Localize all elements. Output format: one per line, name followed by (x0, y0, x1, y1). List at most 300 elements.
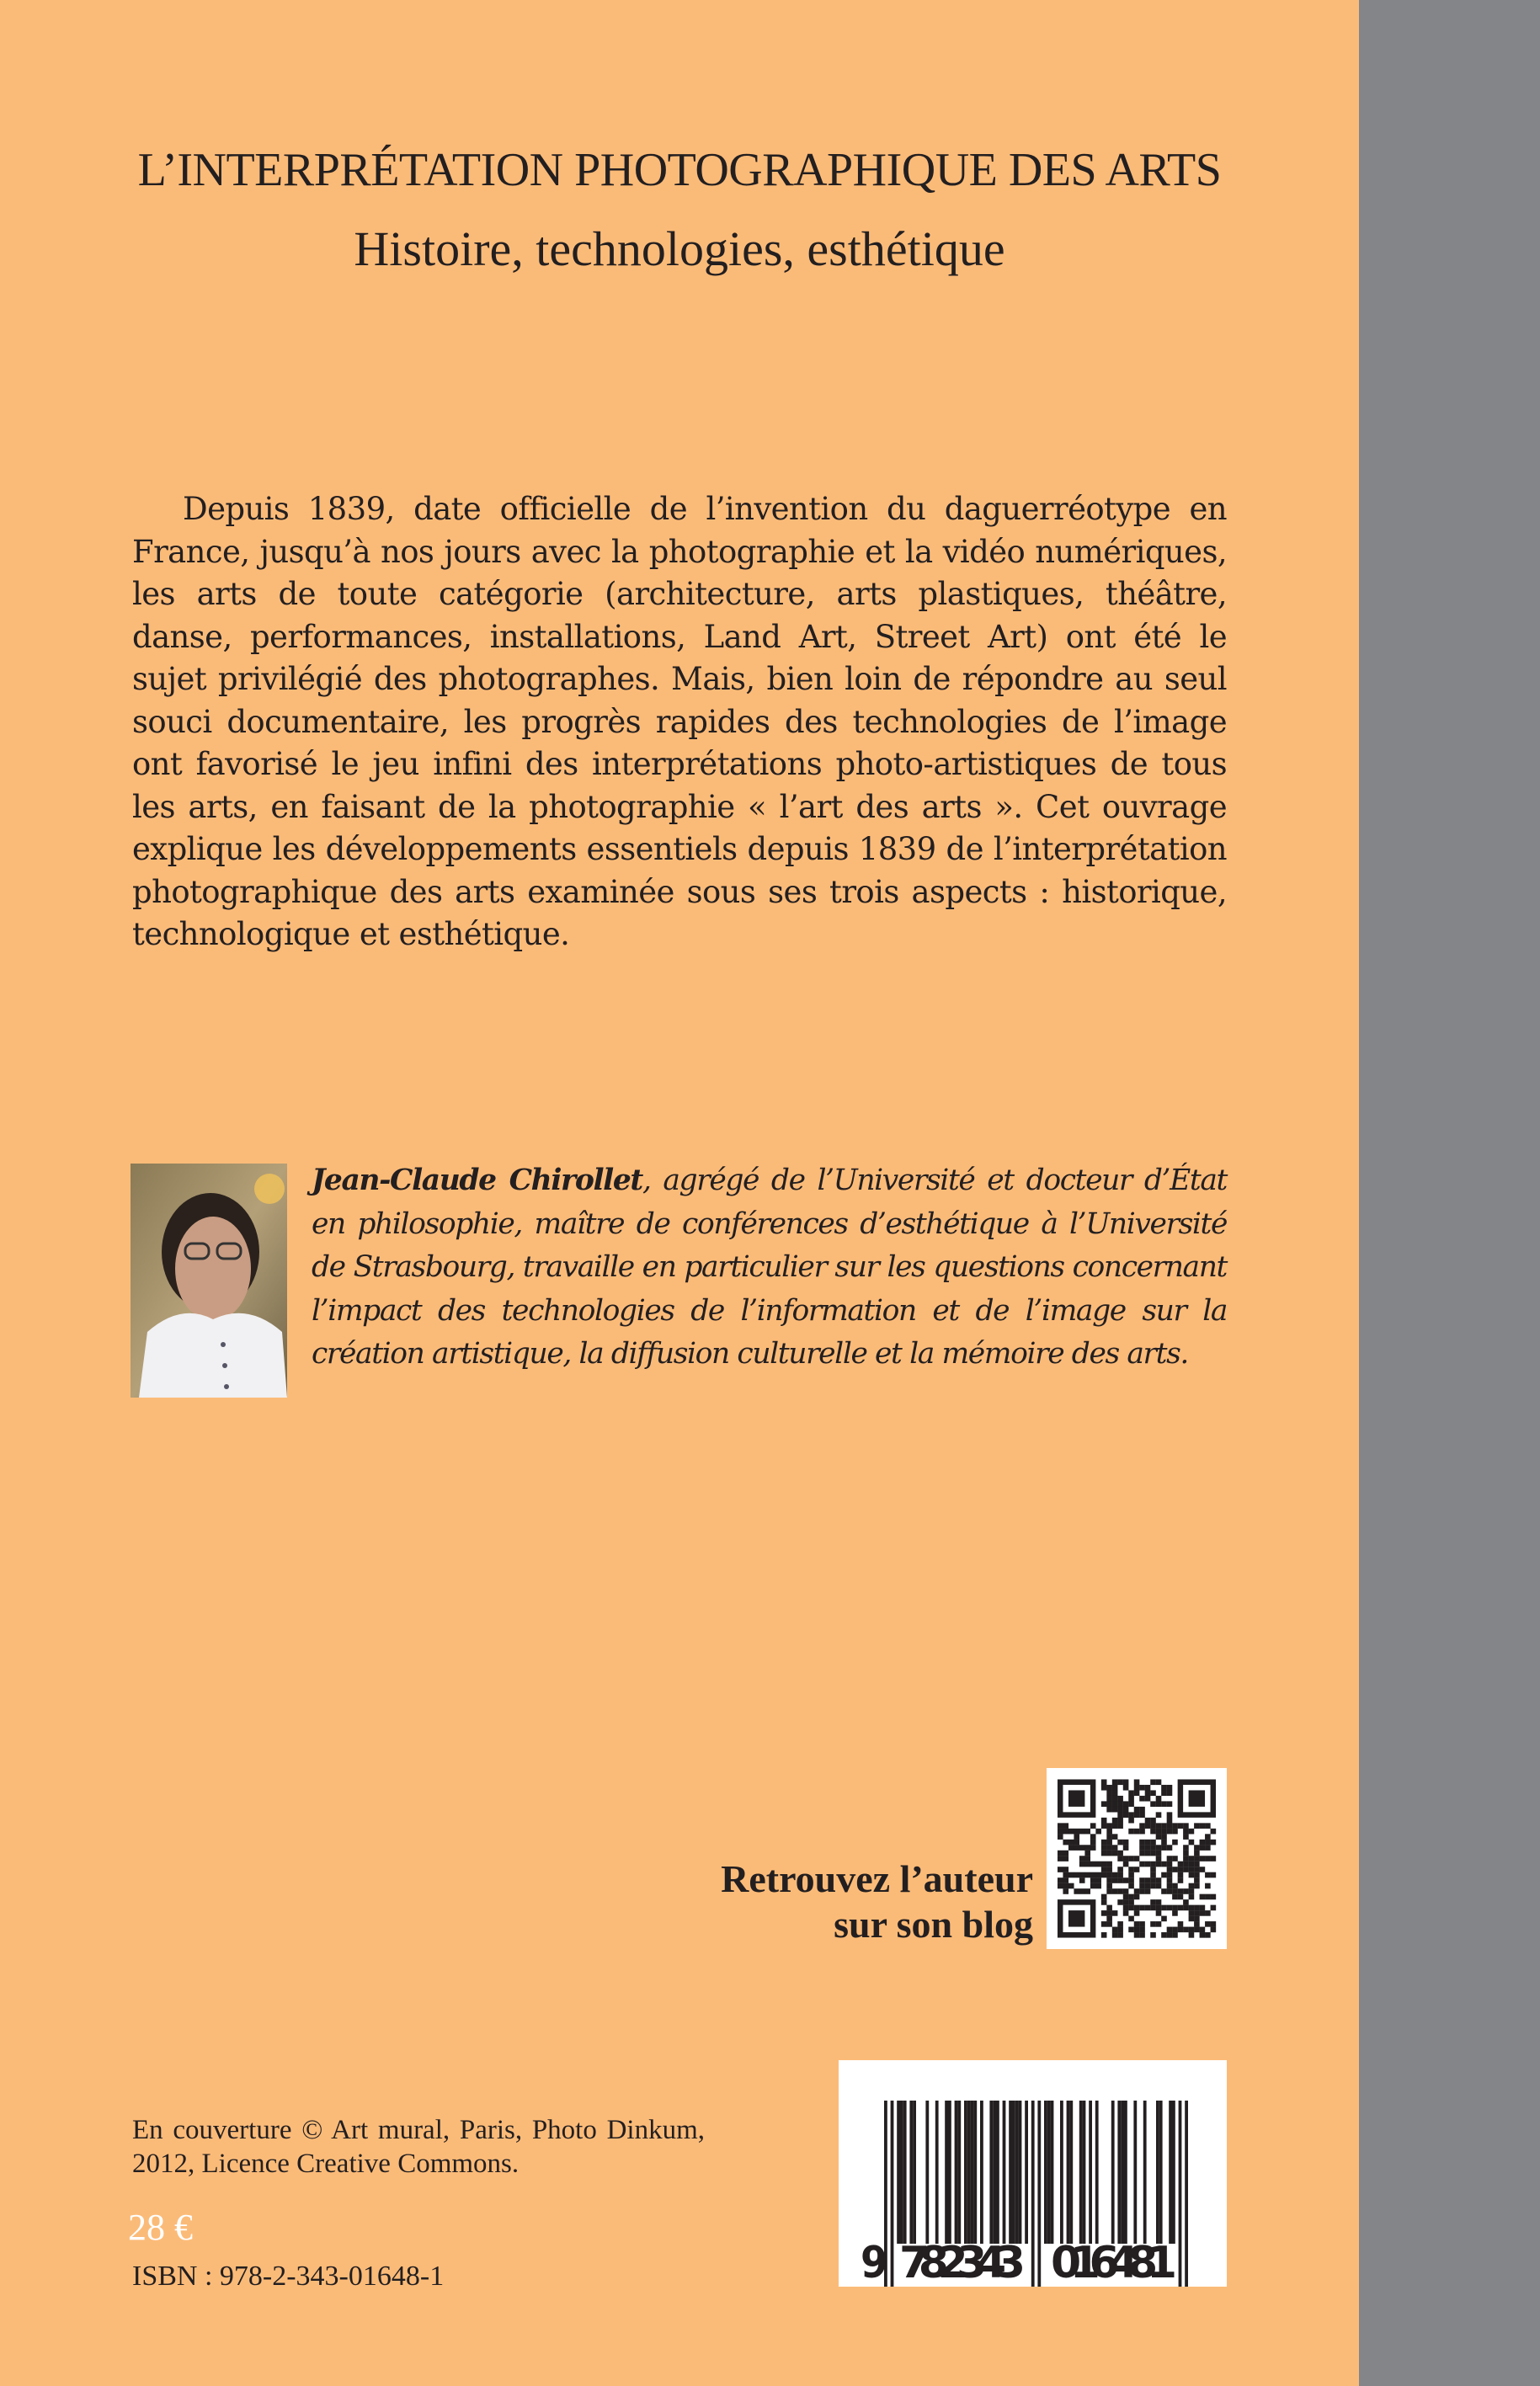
qr-module (1117, 1796, 1123, 1802)
isbn-barcode (839, 2060, 1227, 2287)
qr-module (1183, 1861, 1189, 1867)
qr-module (1161, 1834, 1167, 1840)
qr-module (1058, 1867, 1063, 1872)
qr-module (1058, 1883, 1063, 1889)
qr-module (1156, 1823, 1162, 1829)
qr-module (1134, 1829, 1140, 1835)
qr-module (1134, 1856, 1140, 1861)
barcode-bar (903, 2101, 907, 2244)
qr-module (1145, 1905, 1151, 1911)
qr-module (1128, 1905, 1134, 1911)
qr-module (1167, 1877, 1173, 1883)
qr-module (1161, 1861, 1167, 1867)
qr-module (1205, 1872, 1211, 1878)
qr-module (1211, 1829, 1217, 1835)
qr-module (1156, 1851, 1162, 1856)
qr-module (1117, 1872, 1123, 1878)
qr-module (1189, 1888, 1195, 1894)
qr-module (1161, 1785, 1167, 1791)
qr-module (1200, 1894, 1206, 1900)
qr-module (1134, 1905, 1140, 1911)
qr-module (1194, 1872, 1200, 1878)
qr-module (1178, 1894, 1184, 1900)
qr-module (1101, 1872, 1107, 1878)
qr-module (1112, 1927, 1118, 1933)
qr-module (1123, 1899, 1129, 1905)
qr-module (1189, 1872, 1195, 1878)
qr-module (1156, 1861, 1162, 1867)
qr-module (1172, 1829, 1178, 1835)
qr-module (1161, 1916, 1167, 1922)
qr-module (1172, 1894, 1178, 1900)
barcode-bar (989, 2101, 993, 2244)
qr-module (1134, 1932, 1140, 1938)
barcode-bar (1079, 2101, 1083, 2244)
qr-module (1134, 1927, 1140, 1933)
qr-module (1172, 1932, 1178, 1938)
qr-module (1167, 1818, 1173, 1824)
qr-module (1106, 1801, 1112, 1807)
qr-module (1106, 1834, 1112, 1840)
qr-module (1172, 1905, 1178, 1911)
qr-module (1112, 1932, 1118, 1938)
author-photo (131, 1164, 287, 1398)
qr-module (1205, 1921, 1211, 1927)
qr-module (1211, 1921, 1217, 1927)
qr-module (1112, 1818, 1118, 1824)
qr-module (1101, 1818, 1107, 1824)
qr-module (1172, 1823, 1178, 1829)
qr-module (1194, 1910, 1200, 1916)
qr-module (1112, 1872, 1118, 1878)
qr-module (1106, 1916, 1112, 1922)
qr-module (1139, 1812, 1145, 1818)
qr-module (1150, 1921, 1156, 1927)
qr-module (1123, 1861, 1129, 1867)
qr-module (1145, 1818, 1151, 1824)
qr-module (1123, 1894, 1129, 1900)
qr-module (1172, 1867, 1178, 1872)
cover-credits: En couverture © Art mural, Paris, Photo Dinkum, 2012, Licence Creative Commons. (132, 2115, 705, 2179)
qr-module (1101, 1801, 1107, 1807)
qr-module (1194, 1845, 1200, 1851)
qr-module (1063, 1877, 1068, 1883)
qr-module (1123, 1812, 1129, 1818)
barcode-bar (1117, 2101, 1121, 2244)
qr-module (1205, 1883, 1211, 1889)
qr-module (1101, 1779, 1107, 1785)
qr-module (1194, 1861, 1200, 1867)
qr-module (1167, 1845, 1173, 1851)
qr-module (1090, 1845, 1096, 1851)
barcode-bar (957, 2101, 961, 2244)
barcode-bar (964, 2101, 967, 2244)
qr-module (1156, 1899, 1162, 1905)
qr-module (1101, 1932, 1107, 1938)
qr-module (1183, 1899, 1189, 1905)
qr-module (1112, 1790, 1118, 1796)
qr-module (1194, 1851, 1200, 1856)
barcode-digit-first: 9 (861, 2238, 888, 2287)
qr-module (1112, 1888, 1118, 1894)
qr-module (1139, 1829, 1145, 1835)
qr-module (1095, 1861, 1101, 1867)
qr-module (1117, 1867, 1123, 1872)
barcode-bar (980, 2101, 983, 2244)
qr-module (1123, 1845, 1129, 1851)
qr-module (1101, 1851, 1107, 1856)
qr-module (1211, 1927, 1217, 1933)
qr-module (1178, 1927, 1184, 1933)
qr-module (1058, 1829, 1063, 1835)
qr-module (1139, 1888, 1145, 1894)
qr-module (1150, 1801, 1156, 1807)
qr-module (1205, 1834, 1211, 1840)
barcode-bar (1172, 2101, 1175, 2244)
qr-module (1156, 1845, 1162, 1851)
qr-module (1106, 1790, 1112, 1796)
qr-module (1063, 1829, 1068, 1835)
qr-module (1205, 1910, 1211, 1916)
qr-module (1090, 1823, 1096, 1829)
qr-module (1172, 1888, 1178, 1894)
book-subtitle: Histoire, technologies, esthétique (354, 221, 1005, 276)
qr-module (1189, 1894, 1195, 1900)
qr-module (1101, 1899, 1107, 1905)
qr-module (1123, 1807, 1129, 1813)
barcode-bar (1083, 2101, 1086, 2244)
barcode-digits-left: 782343 (899, 2238, 1026, 2287)
qr-module (1117, 1856, 1123, 1861)
qr-module (1139, 1851, 1145, 1856)
qr-module (1128, 1883, 1134, 1889)
qr-module (1084, 1845, 1090, 1851)
qr-module (1101, 1921, 1107, 1927)
qr-module (1134, 1779, 1140, 1785)
qr-module (1211, 1840, 1217, 1845)
qr-module (1156, 1779, 1162, 1785)
qr-module (1156, 1834, 1162, 1840)
barcode-bar (1037, 2101, 1041, 2287)
qr-module (1112, 1834, 1118, 1840)
qr-module (1211, 1872, 1217, 1878)
qr-module (1150, 1829, 1156, 1835)
barcode-digits-right: 016481 (1051, 2238, 1177, 2287)
qr-module (1139, 1921, 1145, 1927)
qr-module (1145, 1796, 1151, 1802)
qr-module (1194, 1883, 1200, 1889)
barcode-bar (1031, 2101, 1035, 2287)
qr-module (1167, 1812, 1173, 1818)
qr-module (1106, 1910, 1112, 1916)
qr-module (1145, 1840, 1151, 1845)
barcode-bar (948, 2101, 951, 2244)
qr-module (1161, 1845, 1167, 1851)
qr-module (1117, 1840, 1123, 1845)
qr-module (1112, 1851, 1118, 1856)
qr-module (1117, 1807, 1123, 1813)
barcode-bar (955, 2101, 958, 2244)
barcode-bar (1124, 2101, 1127, 2244)
isbn: ISBN : 978-2-343-01648-1 (132, 2261, 445, 2292)
qr-module (1178, 1877, 1184, 1883)
qr-label-line1: Retrouvez l’auteur (721, 1857, 1033, 1900)
qr-module (1200, 1840, 1206, 1845)
qr-module (1145, 1883, 1151, 1889)
qr-module (1079, 1856, 1085, 1861)
qr-module (1084, 1856, 1090, 1861)
qr-module (1167, 1883, 1173, 1889)
qr-module (1189, 1829, 1195, 1835)
qr-module (1084, 1888, 1090, 1894)
qr-module (1095, 1883, 1101, 1889)
qr-module (1194, 1921, 1200, 1927)
qr-module (1167, 1861, 1173, 1867)
qr-module (1161, 1823, 1167, 1829)
qr-module (1101, 1823, 1107, 1829)
qr-module (1150, 1877, 1156, 1883)
qr-module (1167, 1932, 1173, 1938)
barcode-bar (1051, 2101, 1054, 2244)
qr-module (1167, 1905, 1173, 1911)
qr-module (1117, 1779, 1123, 1785)
qr-module (1084, 1872, 1090, 1878)
qr-module (1117, 1851, 1123, 1856)
qr-module (1084, 1851, 1090, 1856)
barcode-bar (1069, 2101, 1073, 2244)
qr-module (1101, 1840, 1107, 1845)
qr-module (1183, 1867, 1189, 1872)
qr-module (1112, 1785, 1118, 1791)
barcode-bar (891, 2101, 894, 2287)
qr-module (1156, 1883, 1162, 1889)
qr-module (1101, 1785, 1107, 1791)
qr-module (1161, 1840, 1167, 1845)
qr-module (1117, 1877, 1123, 1883)
qr-module (1161, 1888, 1167, 1894)
price: 28 € (128, 2207, 193, 2248)
qr-module (1183, 1834, 1189, 1840)
qr-module (1074, 1840, 1079, 1845)
qr-module (1194, 1877, 1200, 1883)
qr-module (1178, 1861, 1184, 1867)
qr-module (1167, 1872, 1173, 1878)
qr-module (1145, 1785, 1151, 1791)
qr-module (1150, 1823, 1156, 1829)
qr-module (1205, 1845, 1211, 1851)
qr-module (1156, 1877, 1162, 1883)
qr-module (1145, 1851, 1151, 1856)
qr-module (1156, 1812, 1162, 1818)
qr-module (1161, 1932, 1167, 1938)
qr-module (1189, 1867, 1195, 1872)
qr-module (1156, 1905, 1162, 1911)
qr-module (1200, 1905, 1206, 1911)
barcode-bar (996, 2101, 999, 2244)
qr-module (1112, 1823, 1118, 1829)
qr-module (1058, 1851, 1063, 1856)
qr-module (1211, 1905, 1217, 1911)
qr-module (1183, 1927, 1189, 1933)
qr-module (1079, 1845, 1085, 1851)
qr-module (1161, 1905, 1167, 1911)
qr-module (1139, 1807, 1145, 1813)
qr-module (1161, 1829, 1167, 1835)
qr-module (1117, 1899, 1123, 1905)
qr-module (1178, 1921, 1184, 1927)
qr-module (1128, 1894, 1134, 1900)
qr-module (1194, 1927, 1200, 1933)
qr-module (1106, 1823, 1112, 1829)
qr-module (1117, 1812, 1123, 1818)
qr-module (1128, 1877, 1134, 1883)
qr-module (1156, 1796, 1162, 1802)
qr-module (1200, 1845, 1206, 1851)
qr-module (1156, 1910, 1162, 1916)
qr-module (1200, 1867, 1206, 1872)
qr-module (1211, 1856, 1217, 1861)
qr-module (1189, 1840, 1195, 1845)
barcode-bar (971, 2101, 974, 2244)
qr-module (1134, 1894, 1140, 1900)
qr-module (1167, 1888, 1173, 1894)
qr-module (1183, 1845, 1189, 1851)
qr-module (1139, 1796, 1145, 1802)
qr-module (1150, 1840, 1156, 1845)
qr-module (1205, 1856, 1211, 1861)
qr-module (1156, 1921, 1162, 1927)
qr-finder (1068, 1910, 1084, 1926)
qr-module (1134, 1888, 1140, 1894)
qr-module (1134, 1910, 1140, 1916)
qr-module (1079, 1888, 1085, 1894)
qr-module (1145, 1790, 1151, 1796)
qr-module (1205, 1894, 1211, 1900)
barcode-bar (1111, 2101, 1115, 2244)
qr-module (1167, 1856, 1173, 1861)
barcode-bar (1169, 2101, 1172, 2244)
qr-module (1139, 1932, 1145, 1938)
qr-module (1106, 1888, 1112, 1894)
qr-module (1063, 1851, 1068, 1856)
qr-module (1194, 1823, 1200, 1829)
qr-module (1139, 1883, 1145, 1889)
qr-module (1145, 1861, 1151, 1867)
qr-module (1139, 1927, 1145, 1933)
qr-module (1172, 1883, 1178, 1889)
qr-module (1150, 1818, 1156, 1824)
author-name: Jean-Claude Chirollet (312, 1164, 642, 1197)
qr-module (1106, 1872, 1112, 1878)
qr-module (1106, 1840, 1112, 1845)
qr-module (1150, 1861, 1156, 1867)
qr-module (1090, 1872, 1096, 1878)
qr-module (1106, 1861, 1112, 1867)
qr-module (1128, 1790, 1134, 1796)
qr-module (1123, 1840, 1129, 1845)
qr-label (721, 1856, 1033, 1947)
book-title: L’INTERPRÉTATION PHOTOGRAPHIQUE DES ARTS (137, 144, 1222, 196)
qr-module (1134, 1867, 1140, 1872)
qr-module (1172, 1840, 1178, 1845)
qr-module (1172, 1927, 1178, 1933)
qr-module (1134, 1807, 1140, 1813)
barcode-bar (909, 2101, 913, 2244)
qr-module (1178, 1905, 1184, 1911)
qr-module (1123, 1785, 1129, 1791)
qr-module (1189, 1883, 1195, 1889)
qr-module (1063, 1856, 1068, 1861)
qr-module (1205, 1840, 1211, 1845)
qr-module (1194, 1856, 1200, 1861)
qr-module (1128, 1867, 1134, 1872)
qr-code[interactable] (1047, 1768, 1227, 1949)
qr-module (1106, 1829, 1112, 1835)
qr-module (1074, 1872, 1079, 1878)
qr-module (1145, 1823, 1151, 1829)
qr-module (1172, 1910, 1178, 1916)
qr-module (1128, 1796, 1134, 1802)
qr-module (1200, 1856, 1206, 1861)
qr-module (1139, 1823, 1145, 1829)
qr-module (1156, 1829, 1162, 1835)
qr-module (1150, 1899, 1156, 1905)
qr-module (1117, 1927, 1123, 1933)
barcode-bar (1095, 2101, 1099, 2244)
qr-module (1150, 1883, 1156, 1889)
qr-module (1068, 1872, 1074, 1878)
qr-module (1123, 1856, 1129, 1861)
qr-module (1117, 1932, 1123, 1938)
qr-module (1112, 1877, 1118, 1883)
barcode-bar (1179, 2101, 1182, 2287)
qr-module (1090, 1883, 1096, 1889)
qr-label-line2: sur son blog (834, 1903, 1033, 1946)
qr-module (1123, 1779, 1129, 1785)
qr-module (1194, 1916, 1200, 1922)
qr-module (1063, 1867, 1068, 1872)
qr-module (1134, 1921, 1140, 1927)
qr-module (1178, 1823, 1184, 1829)
barcode-bar (900, 2101, 903, 2244)
qr-module (1106, 1845, 1112, 1851)
qr-module (1150, 1872, 1156, 1878)
barcode-bar (1060, 2101, 1063, 2244)
qr-module (1189, 1856, 1195, 1861)
qr-module (1112, 1796, 1118, 1802)
back-cover-blurb: Depuis 1839, date officielle de l’invention du daguerréotype en France, jusqu’à nos jours avec la photographie et la vidéo numériques, les arts de toute catégorie (architecture, arts plastiques, théâtre, danse, performances, installations, Land Art, Street Art) ont été le sujet privilégié des photographes. Mais, bien loin de répondre au seul souci documentaire, les progrès rapides des technologies de l’image ont favorisé le jeu infini des interprétations photo-artistiques de tous les arts, en faisant de la photographie « l’art des arts ». Cet ouvrage explique les développements essentiels depuis 1839 de l’interprétation photographique des arts examinée sous ses trois aspects : historique, technologique et esthétique. (132, 491, 1227, 952)
qr-module (1183, 1823, 1189, 1829)
barcode-bar (1159, 2101, 1163, 2244)
qr-module (1178, 1872, 1184, 1878)
qr-module (1150, 1845, 1156, 1851)
qr-module (1128, 1818, 1134, 1824)
qr-module (1211, 1894, 1217, 1900)
qr-module (1068, 1840, 1074, 1845)
barcode-bar (1019, 2101, 1022, 2244)
qr-module (1095, 1829, 1101, 1835)
qr-module (1123, 1877, 1129, 1883)
barcode-bar (1012, 2101, 1015, 2244)
qr-module (1123, 1801, 1129, 1807)
qr-module (1128, 1872, 1134, 1878)
qr-module (1112, 1779, 1118, 1785)
qr-module (1161, 1872, 1167, 1878)
qr-module (1189, 1932, 1195, 1938)
qr-module (1084, 1861, 1090, 1867)
qr-module (1063, 1872, 1068, 1878)
qr-module (1183, 1856, 1189, 1861)
